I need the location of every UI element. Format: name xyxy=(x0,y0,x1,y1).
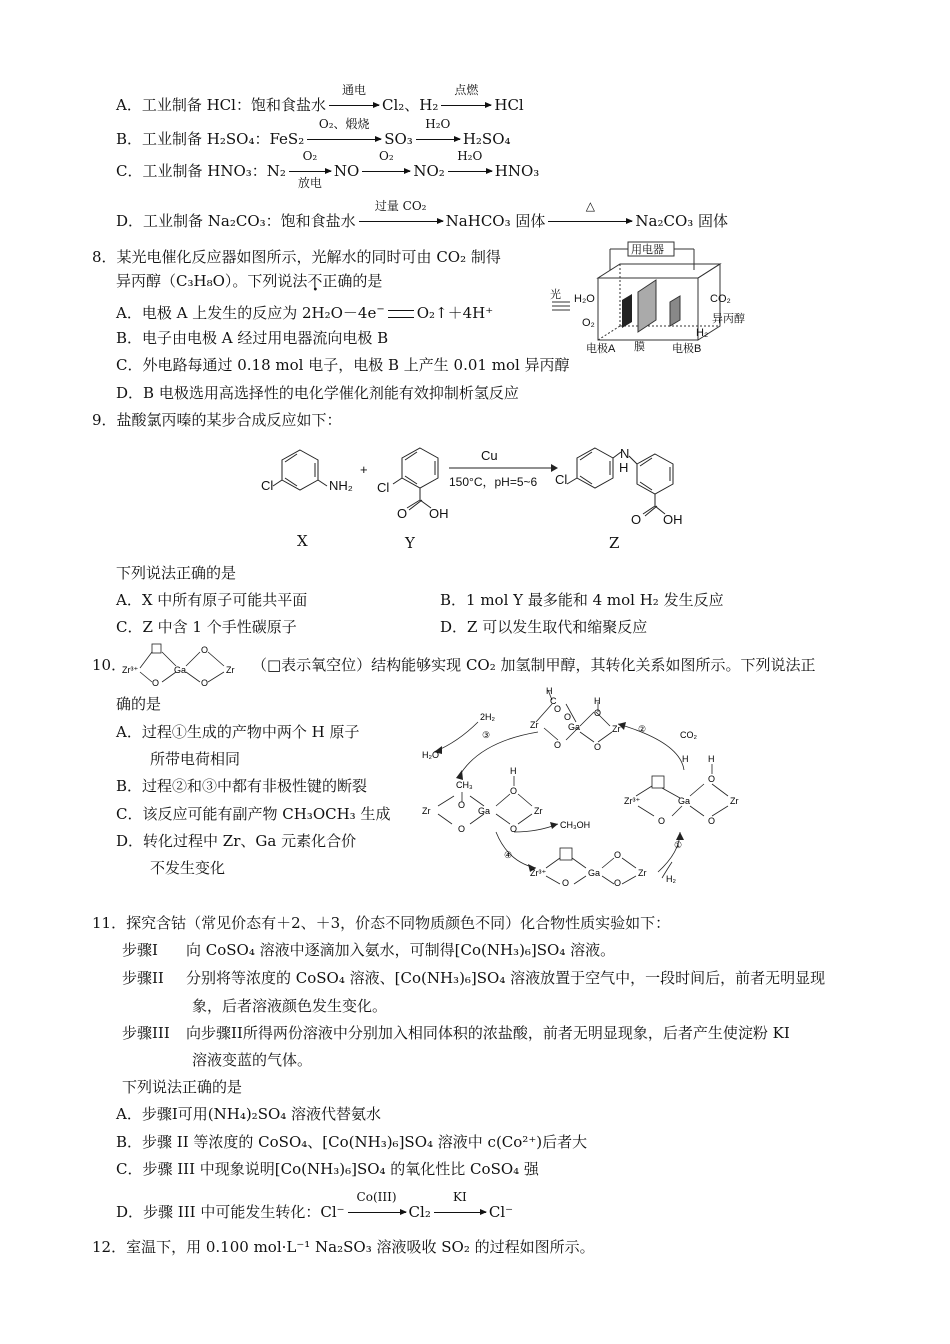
svg-text:H₂O: H₂O xyxy=(574,293,595,305)
device-label: 用电器 xyxy=(631,244,664,256)
q8-option-a: A．电极 A 上发生的反应为 2H₂O－4e− O₂↑＋4H⁺ xyxy=(116,304,494,322)
q9-option-d: D．Z 可以发生取代和缩聚反应 xyxy=(440,618,648,636)
svg-text:CH₃: CH₃ xyxy=(456,780,473,790)
q7-option-a: A．工业制备 HCl：饱和食盐水 通电 Cl₂、H₂ 点燃 HCl xyxy=(116,83,524,114)
reaction-arrow: Co(III) xyxy=(348,1202,406,1222)
q11-ask: 下列说法正确的是 xyxy=(122,1078,243,1096)
svg-text:O: O xyxy=(708,816,716,826)
svg-text:Zr³⁺: Zr³⁺ xyxy=(530,868,547,878)
q11-option-b: B．步骤 II 等浓度的 CoSO₄、[Co(NH₃)₆]SO₄ 溶液中 c(Co²⁺)后者大 xyxy=(116,1133,588,1151)
svg-text:CH₃OH: CH₃OH xyxy=(560,820,591,830)
q8-stem-line1: 8．某光电催化反应器如图所示，光解水的同时可由 CO₂ 制得 xyxy=(92,248,501,266)
q10-option-a-line2: 所带电荷相同 xyxy=(150,750,241,768)
svg-text:④: ④ xyxy=(504,850,513,860)
equals-sign xyxy=(388,310,414,318)
electrode-a-label: 电极A xyxy=(586,343,616,355)
q9-option-c: C．Z 中含 1 个手性碳原子 xyxy=(116,618,297,636)
svg-text:OH: OH xyxy=(429,506,449,521)
svg-text:O: O xyxy=(510,786,518,796)
svg-text:O: O xyxy=(708,774,716,784)
svg-text:O: O xyxy=(614,850,622,860)
svg-text:Zr³⁺: Zr³⁺ xyxy=(624,796,641,806)
svg-text:C: C xyxy=(550,696,557,706)
svg-text:O: O xyxy=(397,506,408,521)
svg-text:Zr: Zr xyxy=(530,720,539,730)
q10-option-a-line1: A．过程①生成的产物中两个 H 原子 xyxy=(116,723,360,741)
svg-text:①: ① xyxy=(674,840,683,850)
q12-stem: 12．室温下，用 0.100 mol·L⁻¹ Na₂SO₃ 溶液吸收 SO₂ 的过程如图所示。 xyxy=(92,1238,595,1256)
label-y: Y xyxy=(405,534,415,552)
svg-text:③: ③ xyxy=(482,730,491,740)
svg-text:Ga: Ga xyxy=(568,722,581,732)
reaction-arrow: 过量 CO₂ xyxy=(359,211,443,231)
svg-text:O: O xyxy=(510,824,518,834)
reaction-arrow: KI xyxy=(434,1202,486,1222)
svg-text:Cl: Cl xyxy=(261,478,274,493)
reaction-arrow: △ xyxy=(548,211,632,231)
zr-ga-oxide-structure xyxy=(122,642,244,686)
q11-step3-line2: 溶液变蓝的气体。 xyxy=(192,1051,313,1069)
svg-text:O: O xyxy=(564,712,572,722)
q11-step3-line1: 向步骤II所得两份溶液中分别加入相同体积的浓盐酸，前者无明显现象，后者产生使淀粉 KI xyxy=(186,1024,790,1042)
svg-text:H: H xyxy=(708,754,715,764)
reaction-arrow: H₂O xyxy=(416,129,460,149)
svg-text:O: O xyxy=(562,878,570,887)
reactor-diagram xyxy=(548,240,770,360)
label-x: X xyxy=(297,532,308,550)
svg-text:H: H xyxy=(682,754,689,764)
reaction-arrow: 通电 xyxy=(329,95,379,115)
svg-text:Ga: Ga xyxy=(588,868,601,878)
svg-text:Ga: Ga xyxy=(478,806,491,816)
condition-catalyst: Cu xyxy=(481,448,498,463)
reaction-arrow: 点燃 xyxy=(441,95,491,115)
reaction-scheme-q9 xyxy=(255,440,725,555)
q9-ask: 下列说法正确的是 xyxy=(116,564,237,582)
electrode-b-label: 电极B xyxy=(672,343,702,355)
svg-text:Ga: Ga xyxy=(678,796,691,806)
q10-option-b: B．过程②和③中都有非极性键的断裂 xyxy=(116,777,368,795)
svg-text:O: O xyxy=(554,740,562,750)
condition-temp-ph: 150°C，pH=5~6 xyxy=(449,475,538,489)
q7-option-b: B．工业制备 H₂SO₄：FeS₂ O₂、煅烧 SO₃ H₂O H₂SO₄ xyxy=(116,117,511,148)
svg-text:OH: OH xyxy=(663,512,683,527)
svg-text:H: H xyxy=(510,766,517,776)
svg-text:O: O xyxy=(201,678,209,686)
q11-option-a: A．步骤I可用(NH₄)₂SO₄ 溶液代替氨水 xyxy=(116,1105,382,1123)
q11-step2-label: 步骤II xyxy=(122,969,164,987)
svg-text:O: O xyxy=(458,824,466,834)
q9-option-b: B．1 mol Y 最多能和 4 mol H₂ 发生反应 xyxy=(440,591,724,609)
svg-text:CO₂: CO₂ xyxy=(680,730,697,740)
q9-stem: 9．盐酸氯丙嗪的某步合成反应如下： xyxy=(92,411,342,429)
q8-option-c: C．外电路每通过 0.18 mol 电子，电极 B 上产生 0.01 mol 异丙醇 xyxy=(116,356,570,374)
reaction-arrow: O₂ 放电 xyxy=(289,161,331,181)
q7-option-c: C．工业制备 HNO₃：N₂ O₂ 放电 NO O₂ NO₂ H₂O HNO₃ xyxy=(116,149,540,190)
svg-text:Zr: Zr xyxy=(422,806,431,816)
svg-text:O: O xyxy=(201,645,209,655)
q7-option-d: D．工业制备 Na₂CO₃：饱和食盐水 过量 CO₂ NaHCO₃ 固体 △ Na₂CO₃ 固体 xyxy=(116,199,729,230)
svg-text:Ga: Ga xyxy=(174,665,187,675)
svg-text:H₂: H₂ xyxy=(666,874,676,884)
svg-text:O: O xyxy=(554,704,562,714)
q10-stem-line1: （□表示氧空位）结构能够实现 CO₂ 加氢制甲醇，其转化关系如图所示。下列说法正 xyxy=(252,656,816,674)
svg-text:Zr: Zr xyxy=(730,796,739,806)
svg-text:Zr³⁺: Zr³⁺ xyxy=(122,665,139,675)
q11-option-d: D．步骤 III 中可能发生转化：Cl⁻ Co(III) Cl₂ KI Cl⁻ xyxy=(116,1190,514,1221)
membrane-label: 膜 xyxy=(634,341,645,353)
q10-option-d-line1: D．转化过程中 Zr、Ga 元素化合价 xyxy=(116,832,357,850)
svg-text:O: O xyxy=(594,742,602,752)
q10-option-d-line2: 不发生变化 xyxy=(150,859,226,877)
reaction-arrow: O₂、煅烧 xyxy=(307,129,381,149)
q11-step3-label: 步骤III xyxy=(122,1024,170,1042)
svg-text:CO₂: CO₂ xyxy=(710,293,731,305)
light-label: 光 xyxy=(550,289,561,301)
svg-text:异丙醇: 异丙醇 xyxy=(712,313,745,325)
svg-text:②: ② xyxy=(638,724,647,734)
svg-text:H₂: H₂ xyxy=(696,327,709,339)
svg-text:Cl: Cl xyxy=(377,480,390,495)
q11-step1-label: 步骤I xyxy=(122,941,158,959)
emphasis-not: 不 xyxy=(307,272,323,290)
label-z: Z xyxy=(609,534,620,552)
plus-sign: + xyxy=(360,462,368,477)
svg-text:Zr: Zr xyxy=(612,724,621,734)
q8-option-d: D．B 电极选用高选择性的电化学催化剂能有效抑制析氢反应 xyxy=(116,384,519,402)
svg-text:Cl: Cl xyxy=(555,472,568,487)
q8-option-b: B．电子由电极 A 经过用电器流向电极 B xyxy=(116,329,389,347)
q10-number: 10． xyxy=(92,656,127,674)
svg-text:O₂: O₂ xyxy=(582,317,595,329)
svg-text:H₂O: H₂O xyxy=(422,750,439,760)
svg-text:O: O xyxy=(594,708,602,718)
svg-text:NH₂: NH₂ xyxy=(329,478,353,493)
q10-option-c: C．该反应可能有副产物 CH₃OCH₃ 生成 xyxy=(116,805,391,823)
svg-text:N: N xyxy=(620,446,630,461)
q11-step1: 向 CoSO₄ 溶液中逐滴加入氨水，可制得[Co(NH₃)₆]SO₄ 溶液。 xyxy=(186,941,616,959)
reaction-arrow: H₂O xyxy=(448,161,492,181)
svg-text:O: O xyxy=(458,800,466,810)
q11-step2-line1: 分别将等浓度的 CoSO₄ 溶液、[Co(NH₃)₆]SO₄ 溶液放置于空气中，一段时间后，前者无明显现 xyxy=(186,969,826,987)
q8-stem-line2: 异丙醇（C₃H₈O）。下列说法不正确的是 xyxy=(116,272,383,290)
svg-text:H: H xyxy=(594,696,601,706)
q11-option-c: C．步骤 III 中现象说明[Co(NH₃)₆]SO₄ 的氧化性比 CoSO₄ 强 xyxy=(116,1160,539,1178)
catalytic-cycle-diagram xyxy=(418,682,758,887)
svg-text:Zr: Zr xyxy=(534,806,543,816)
reaction-arrow: O₂ xyxy=(362,161,410,181)
q11-stem: 11．探究含钴（常见价态有＋2、＋3，价态不同物质颜色不同）化合物性质实验如下： xyxy=(92,914,671,932)
svg-text:O: O xyxy=(614,878,622,887)
q10-stem-line2: 确的是 xyxy=(116,695,162,713)
svg-text:O: O xyxy=(631,512,642,527)
svg-text:O: O xyxy=(658,816,666,826)
svg-text:Zr: Zr xyxy=(638,868,647,878)
svg-text:H: H xyxy=(546,686,553,696)
q11-step2-line2: 象，后者溶液颜色发生变化。 xyxy=(192,997,388,1015)
svg-text:Zr: Zr xyxy=(226,665,235,675)
q9-option-a: A．X 中所有原子可能共平面 xyxy=(116,591,308,609)
svg-text:H: H xyxy=(619,460,629,475)
svg-text:O: O xyxy=(152,678,160,686)
svg-text:2H₂: 2H₂ xyxy=(480,712,495,722)
